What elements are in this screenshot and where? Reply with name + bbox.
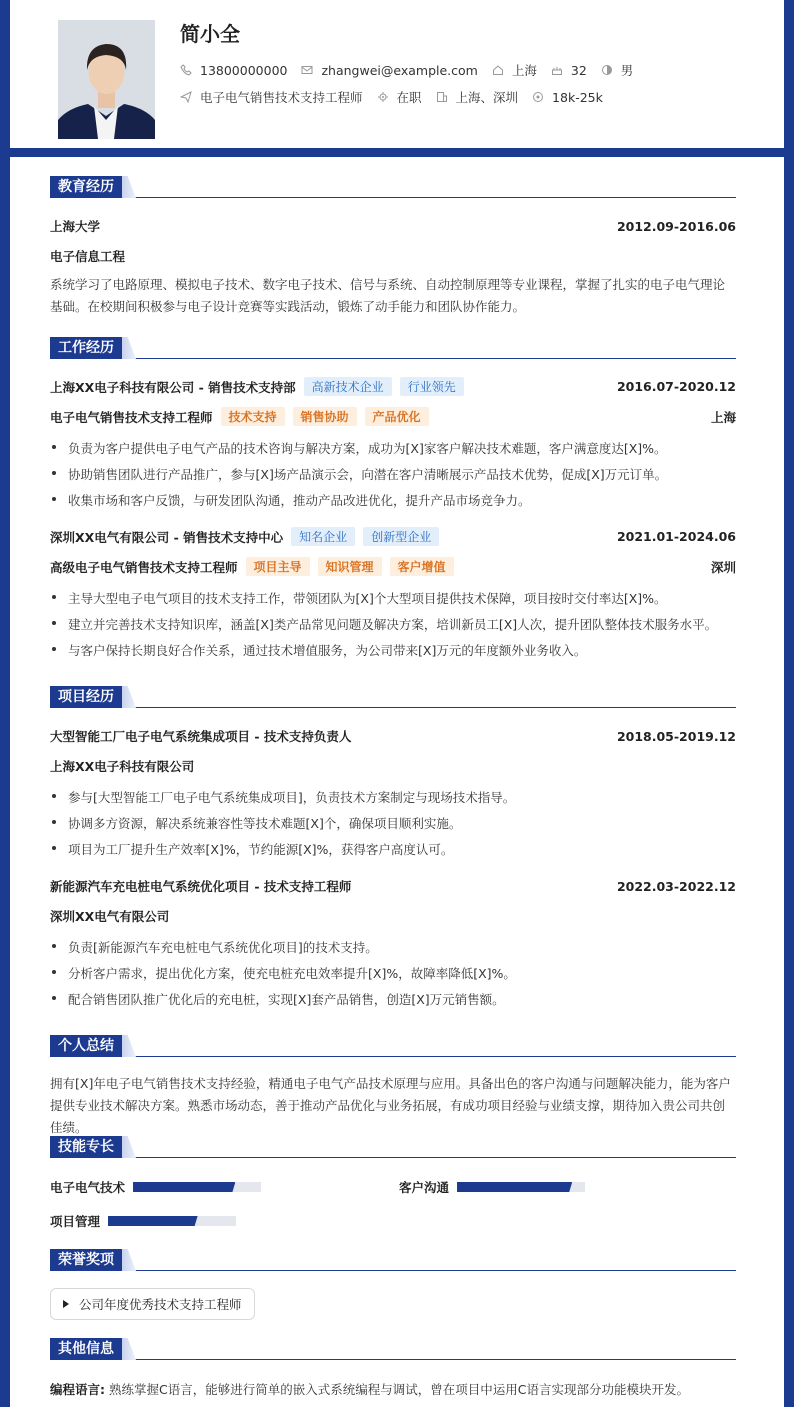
section-header <box>50 1136 736 1158</box>
awards-section <box>50 1249 736 1312</box>
resume-body <box>10 157 784 1407</box>
award-item[interactable] <box>50 1288 255 1320</box>
work-bullet: 协助销售团队进行产品推广，参与[X]场产品演示会，向潜在客户清晰展示产品技术优势，促成[X]万元订单。 <box>50 465 736 483</box>
candidate-name: 简小全 <box>180 22 240 46</box>
location-text: 上海 <box>511 63 537 78</box>
location-item <box>492 61 537 79</box>
role-name: 电子电气销售技术支持工程师 <box>50 409 213 425</box>
section-title-accent <box>122 1249 136 1271</box>
gender-item <box>601 61 634 79</box>
company-tag: 创新型企业 <box>363 527 439 546</box>
gear-icon <box>377 91 389 103</box>
phone-icon <box>180 64 192 76</box>
section-header <box>50 1338 736 1360</box>
role-tag: 知识管理 <box>318 557 382 576</box>
avatar <box>58 20 155 139</box>
project-company-row <box>50 907 736 925</box>
project-company: 深圳XX电气有限公司 <box>50 909 170 924</box>
role-tag: 产品优化 <box>365 407 429 426</box>
right-frame <box>784 0 794 1407</box>
skill-bar <box>133 1182 261 1192</box>
section-title: 荣誉奖项 <box>50 1249 124 1271</box>
work-company-row <box>50 377 736 396</box>
skill-name: 项目管理 <box>50 1214 101 1229</box>
project-bullet: 项目为工厂提升生产效率[X]%，节约能源[X]%，获得客户高度认可。 <box>50 840 736 858</box>
project-date: 2022.03-2022.12 <box>616 878 736 894</box>
email-item <box>301 63 477 78</box>
project-bullet: 配合销售团队推广优化后的充电桩，实现[X]套产品销售，创造[X]万元销售额。 <box>50 990 736 1008</box>
company-tag: 行业领先 <box>400 377 464 396</box>
city-text: 上海、深圳 <box>455 90 519 105</box>
work-city: 深圳 <box>710 559 736 575</box>
work-section <box>50 337 736 658</box>
summary-section <box>50 1035 736 1135</box>
section-title-accent <box>122 337 136 359</box>
work-role-row <box>50 557 736 576</box>
skill-fill <box>108 1216 198 1226</box>
send-icon <box>180 91 192 103</box>
other-info-line <box>50 1380 689 1398</box>
education-row <box>50 217 736 235</box>
status-text: 在职 <box>396 90 422 105</box>
header-panel <box>10 0 784 148</box>
city-item <box>436 88 519 106</box>
award-text: 公司年度优秀技术支持工程师 <box>79 1297 242 1312</box>
other-info-label: 编程语言: <box>50 1382 105 1397</box>
project-bullet: 参与[大型智能工厂电子电气系统集成项目]，负责技术方案制定与现场技术指导。 <box>50 788 736 806</box>
project-row <box>50 727 736 745</box>
section-title: 其他信息 <box>50 1338 124 1360</box>
project-company: 上海XX电子科技有限公司 <box>50 759 195 774</box>
mail-icon <box>301 64 313 76</box>
section-header <box>50 337 736 359</box>
company-name: 上海XX电子科技有限公司 - 销售技术支持部 <box>50 379 296 395</box>
major-row <box>50 247 736 265</box>
work-bullet: 建立并完善技术支持知识库，涵盖[X]类产品常见问题及解决方案，培训新员工[X]人次，提升团队整体技术服务水平。 <box>50 615 736 633</box>
project-date: 2018.05-2019.12 <box>616 728 736 744</box>
skill-item <box>399 1178 585 1196</box>
project-bullet: 分析客户需求，提出优化方案，使充电桩充电效率提升[X]%，故障率降低[X]%。 <box>50 964 736 982</box>
salary-item <box>532 90 603 105</box>
skill-bar <box>108 1216 236 1226</box>
section-title: 个人总结 <box>50 1035 124 1057</box>
skill-name: 客户沟通 <box>399 1180 450 1195</box>
email-text: zhangwei@example.com <box>321 62 478 78</box>
role-tag: 客户增值 <box>390 557 454 576</box>
section-header <box>50 1035 736 1057</box>
company-name: 深圳XX电气有限公司 - 销售技术支持中心 <box>50 529 284 545</box>
skill-fill <box>133 1182 235 1192</box>
work-role-row <box>50 407 736 426</box>
role-tag: 技术支持 <box>221 407 285 426</box>
work-company-row <box>50 527 736 546</box>
summary-text: 拥有[X]年电子电气销售技术支持经验，精通电子电气产品技术原理与应用。具备出色的客户沟通与问题解决能力，能为客户提供专业技术解决方案。熟悉市场动态，善于推动产品优化与业务拓展，有成功项目经验与业绩支撑，期待加入贵公司共创佳绩。 <box>50 1076 731 1135</box>
position-item <box>180 88 363 106</box>
gender-icon <box>601 64 613 76</box>
education-description: 系统学习了电路原理、模拟电子技术、数字电子技术、信号与系统、自动控制原理等专业课程，掌握了扎实的电子电气理论基础。在校期间积极参与电子设计竞赛等实践活动，锻炼了动手能力和团队协作能力。 <box>50 277 726 314</box>
play-icon <box>63 1300 69 1308</box>
role-name: 高级电子电气销售技术支持工程师 <box>50 559 238 575</box>
building-icon <box>436 91 448 103</box>
skill-item <box>50 1212 236 1230</box>
section-header <box>50 176 736 198</box>
work-bullet: 主导大型电子电气项目的技术支持工作，带领团队为[X]个大型项目提供技术保障，项目按时交付率达[X]%。 <box>50 589 736 607</box>
section-title-accent <box>122 1035 136 1057</box>
skill-name: 电子电气技术 <box>50 1180 126 1195</box>
section-header <box>50 686 736 708</box>
work-bullet: 负责为客户提供电子电气产品的技术咨询与解决方案，成功为[X]家客户解决技术难题，客户满意度达[X]%。 <box>50 439 736 457</box>
work-bullet: 收集市场和客户反馈，与研发团队沟通，推动产品改进优化，提升产品市场竞争力。 <box>50 491 736 509</box>
job-intent-row <box>180 88 617 106</box>
skill-fill <box>457 1182 572 1192</box>
section-title-accent <box>122 686 136 708</box>
age-item <box>551 63 587 78</box>
project-row <box>50 877 736 895</box>
education-date: 2012.09-2016.06 <box>616 218 736 234</box>
phone-item <box>180 63 287 78</box>
section-title-accent <box>122 176 136 198</box>
project-company-row <box>50 757 736 775</box>
section-title: 项目经历 <box>50 686 124 708</box>
skill-item <box>50 1178 261 1196</box>
project-section <box>50 686 736 1007</box>
project-name: 大型智能工厂电子电气系统集成项目 - 技术支持负责人 <box>50 729 352 744</box>
skill-bar <box>457 1182 585 1192</box>
other-info-text: 熟练掌握C语言，能够进行简单的嵌入式系统编程与调试，曾在项目中运用C语言实现部分功能模块开发。 <box>108 1382 689 1397</box>
gender-text: 男 <box>620 63 634 78</box>
school-name: 上海大学 <box>50 219 101 234</box>
company-tag: 知名企业 <box>291 527 355 546</box>
project-bullet: 负责[新能源汽车充电桩电气系统优化项目]的技术支持。 <box>50 938 736 956</box>
project-bullet: 协调多方资源，解决系统兼容性等技术难题[X]个，确保项目顺利实施。 <box>50 814 736 832</box>
phone-text: 13800000000 <box>200 62 288 78</box>
other-section <box>50 1338 736 1397</box>
salary-text: 18k-25k <box>552 89 603 105</box>
work-bullet: 与客户保持长期良好合作关系，通过技术增值服务，为公司带来[X]万元的年度额外业务收入。 <box>50 641 736 659</box>
section-title-accent <box>122 1136 136 1158</box>
section-title: 技能专长 <box>50 1136 124 1158</box>
section-title: 工作经历 <box>50 337 124 359</box>
work-date: 2016.07-2020.12 <box>616 379 736 394</box>
project-name: 新能源汽车充电桩电气系统优化项目 - 技术支持工程师 <box>50 879 352 894</box>
work-city: 上海 <box>710 409 736 425</box>
section-title: 教育经历 <box>50 176 124 198</box>
company-tag: 高新技术企业 <box>304 377 392 396</box>
status-item <box>377 88 422 106</box>
left-frame <box>0 0 10 1407</box>
role-tag: 销售协助 <box>293 407 357 426</box>
contact-row <box>180 61 647 79</box>
role-tag: 项目主导 <box>246 557 310 576</box>
age-text: 32 <box>570 62 587 78</box>
coin-icon <box>532 91 544 103</box>
home-icon <box>492 64 504 76</box>
education-section <box>50 176 736 314</box>
work-date: 2021.01-2024.06 <box>616 529 736 544</box>
major-name: 电子信息工程 <box>50 249 126 264</box>
cake-icon <box>551 64 563 76</box>
skills-section <box>50 1136 736 1229</box>
section-header <box>50 1249 736 1271</box>
section-title-accent <box>122 1338 136 1360</box>
position-text: 电子电气销售技术支持工程师 <box>200 90 363 105</box>
